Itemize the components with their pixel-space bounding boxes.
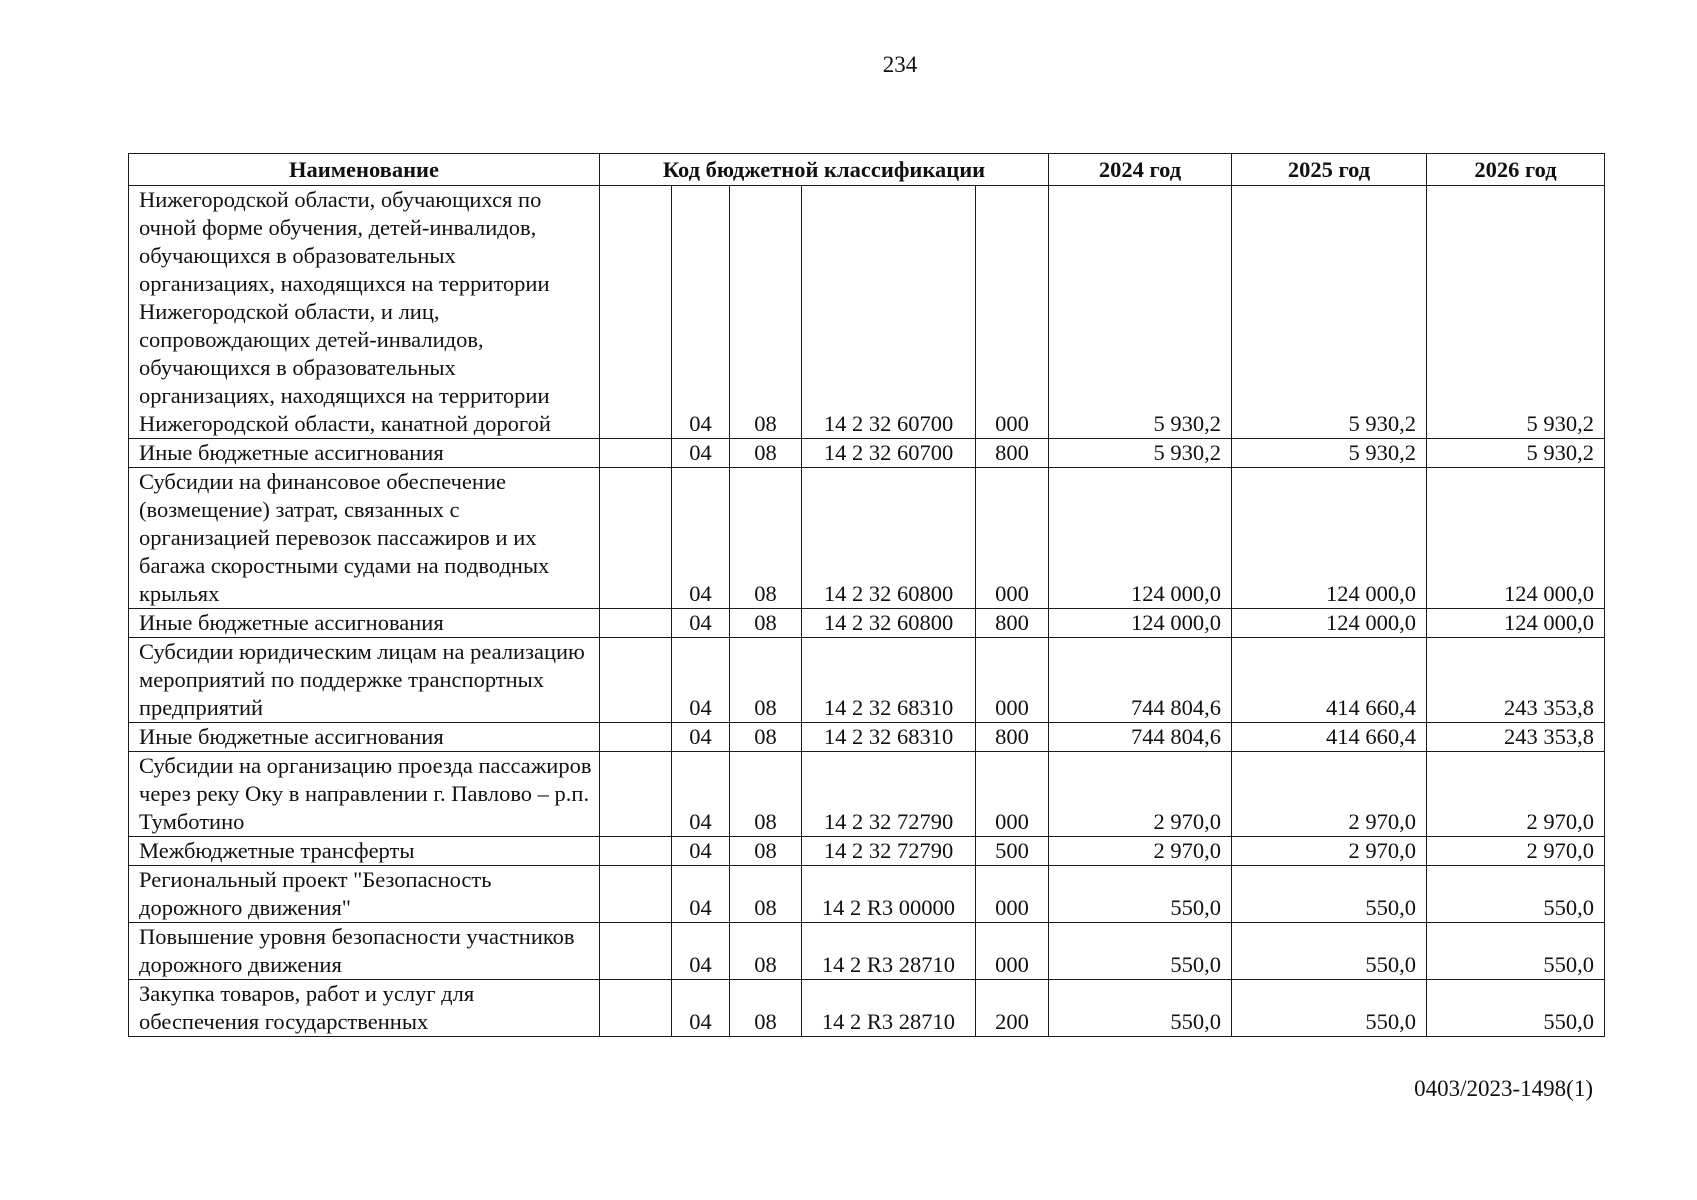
amount-2024-cell: 550,0 (1049, 923, 1232, 980)
row-name-cell: Иные бюджетные ассигнования (129, 723, 600, 752)
row-name-cell: Закупка товаров, работ и услуг для обеспечения государственных (129, 980, 600, 1037)
header-name: Наименование (129, 154, 600, 186)
document-code: 0403/2023-1498(1) (1414, 1076, 1593, 1101)
amount-2026-cell: 124 000,0 (1427, 468, 1605, 609)
budget-table (128, 153, 1605, 1037)
table-row (129, 923, 1605, 980)
code-section-cell: 04 (672, 866, 730, 923)
code-expense-type-cell: 800 (976, 609, 1049, 638)
code-blank-cell (600, 866, 672, 923)
code-section-cell: 04 (672, 609, 730, 638)
row-name-cell: Субсидии на финансовое обеспечение (возмещение) затрат, связанных с организацией перевозок пассажиров и их багажа скоростными судами на подводных крыльях (129, 468, 600, 609)
code-blank-cell (600, 638, 672, 723)
code-subsection-cell: 08 (730, 609, 802, 638)
code-subsection-cell: 08 (730, 723, 802, 752)
code-subsection-cell: 08 (730, 923, 802, 980)
code-target-article-cell: 14 2 R3 28710 (802, 980, 976, 1037)
code-subsection-cell: 08 (730, 468, 802, 609)
table-row (129, 468, 1605, 609)
code-subsection-cell: 08 (730, 980, 802, 1037)
code-target-article-cell: 14 2 32 68310 (802, 723, 976, 752)
amount-2025-cell: 124 000,0 (1232, 609, 1427, 638)
code-target-article-cell: 14 2 32 60700 (802, 186, 976, 439)
code-target-article-cell: 14 2 32 60800 (802, 609, 976, 638)
row-name-cell: Региональный проект "Безопасность дорожного движения" (129, 866, 600, 923)
code-blank-cell (600, 923, 672, 980)
code-section-cell: 04 (672, 923, 730, 980)
code-blank-cell (600, 468, 672, 609)
code-section-cell: 04 (672, 837, 730, 866)
amount-2024-cell: 744 804,6 (1049, 638, 1232, 723)
header-year-2024: 2024 год (1049, 154, 1232, 186)
amount-2026-cell: 550,0 (1427, 980, 1605, 1037)
amount-2025-cell: 550,0 (1232, 923, 1427, 980)
row-name-cell: Межбюджетные трансферты (129, 837, 600, 866)
amount-2026-cell: 243 353,8 (1427, 638, 1605, 723)
code-expense-type-cell: 000 (976, 866, 1049, 923)
header-budget-code: Код бюджетной классификации (600, 154, 1049, 186)
code-expense-type-cell: 200 (976, 980, 1049, 1037)
amount-2024-cell: 2 970,0 (1049, 837, 1232, 866)
code-section-cell: 04 (672, 723, 730, 752)
code-section-cell: 04 (672, 186, 730, 439)
code-section-cell: 04 (672, 439, 730, 468)
table-header-row (129, 154, 1605, 186)
table-row (129, 752, 1605, 837)
code-expense-type-cell: 000 (976, 638, 1049, 723)
code-expense-type-cell: 000 (976, 752, 1049, 837)
amount-2026-cell: 2 970,0 (1427, 837, 1605, 866)
table-row (129, 638, 1605, 723)
amount-2024-cell: 2 970,0 (1049, 752, 1232, 837)
amount-2026-cell: 124 000,0 (1427, 609, 1605, 638)
amount-2024-cell: 5 930,2 (1049, 439, 1232, 468)
table-row (129, 186, 1605, 439)
code-expense-type-cell: 500 (976, 837, 1049, 866)
table-row (129, 980, 1605, 1037)
table-row (129, 723, 1605, 752)
code-blank-cell (600, 439, 672, 468)
code-subsection-cell: 08 (730, 837, 802, 866)
code-expense-type-cell: 000 (976, 468, 1049, 609)
table-row (129, 439, 1605, 468)
amount-2025-cell: 414 660,4 (1232, 638, 1427, 723)
amount-2024-cell: 550,0 (1049, 866, 1232, 923)
amount-2025-cell: 5 930,2 (1232, 186, 1427, 439)
code-section-cell: 04 (672, 980, 730, 1037)
amount-2025-cell: 414 660,4 (1232, 723, 1427, 752)
amount-2025-cell: 5 930,2 (1232, 439, 1427, 468)
code-target-article-cell: 14 2 32 72790 (802, 837, 976, 866)
amount-2024-cell: 124 000,0 (1049, 468, 1232, 609)
code-subsection-cell: 08 (730, 638, 802, 723)
amount-2026-cell: 243 353,8 (1427, 723, 1605, 752)
code-expense-type-cell: 800 (976, 439, 1049, 468)
amount-2024-cell: 124 000,0 (1049, 609, 1232, 638)
amount-2024-cell: 744 804,6 (1049, 723, 1232, 752)
amount-2026-cell: 5 930,2 (1427, 186, 1605, 439)
code-section-cell: 04 (672, 752, 730, 837)
code-target-article-cell: 14 2 R3 00000 (802, 866, 976, 923)
amount-2025-cell: 2 970,0 (1232, 752, 1427, 837)
code-target-article-cell: 14 2 32 72790 (802, 752, 976, 837)
amount-2025-cell: 2 970,0 (1232, 837, 1427, 866)
code-section-cell: 04 (672, 468, 730, 609)
code-target-article-cell: 14 2 32 68310 (802, 638, 976, 723)
amount-2026-cell: 550,0 (1427, 923, 1605, 980)
code-subsection-cell: 08 (730, 752, 802, 837)
table-row (129, 609, 1605, 638)
code-section-cell: 04 (672, 638, 730, 723)
code-expense-type-cell: 000 (976, 186, 1049, 439)
code-expense-type-cell: 800 (976, 723, 1049, 752)
code-blank-cell (600, 723, 672, 752)
amount-2026-cell: 5 930,2 (1427, 439, 1605, 468)
amount-2026-cell: 2 970,0 (1427, 752, 1605, 837)
table-body (129, 186, 1605, 1037)
amount-2025-cell: 550,0 (1232, 866, 1427, 923)
page-number: 234 (882, 52, 918, 77)
amount-2024-cell: 5 930,2 (1049, 186, 1232, 439)
code-target-article-cell: 14 2 32 60700 (802, 439, 976, 468)
row-name-cell: Иные бюджетные ассигнования (129, 439, 600, 468)
code-subsection-cell: 08 (730, 186, 802, 439)
code-blank-cell (600, 752, 672, 837)
code-subsection-cell: 08 (730, 866, 802, 923)
row-name-cell: Субсидии на организацию проезда пассажиров через реку Оку в направлении г. Павлово – р.п. Тумботино (129, 752, 600, 837)
row-name-cell: Повышение уровня безопасности участников дорожного движения (129, 923, 600, 980)
amount-2025-cell: 550,0 (1232, 980, 1427, 1037)
code-subsection-cell: 08 (730, 439, 802, 468)
amount-2026-cell: 550,0 (1427, 866, 1605, 923)
code-expense-type-cell: 000 (976, 923, 1049, 980)
amount-2025-cell: 124 000,0 (1232, 468, 1427, 609)
header-year-2026: 2026 год (1427, 154, 1605, 186)
code-blank-cell (600, 186, 672, 439)
header-year-2025: 2025 год (1232, 154, 1427, 186)
table-row (129, 866, 1605, 923)
code-blank-cell (600, 980, 672, 1037)
table-row (129, 837, 1605, 866)
row-name-cell: Субсидии юридическим лицам на реализацию мероприятий по поддержке транспортных предприятий (129, 638, 600, 723)
row-name-cell: Нижегородской области, обучающихся по очной форме обучения, детей-инвалидов, обучающихся в образовательных организациях, находящихся на территории Нижегородской области, и лиц, сопровождающих детей-инвалидов, обучающихся в образовательных организациях, находящихся на территории Нижегородской области, канатной дорогой (129, 186, 600, 439)
amount-2024-cell: 550,0 (1049, 980, 1232, 1037)
row-name-cell: Иные бюджетные ассигнования (129, 609, 600, 638)
code-blank-cell (600, 609, 672, 638)
code-target-article-cell: 14 2 R3 28710 (802, 923, 976, 980)
code-target-article-cell: 14 2 32 60800 (802, 468, 976, 609)
code-blank-cell (600, 837, 672, 866)
